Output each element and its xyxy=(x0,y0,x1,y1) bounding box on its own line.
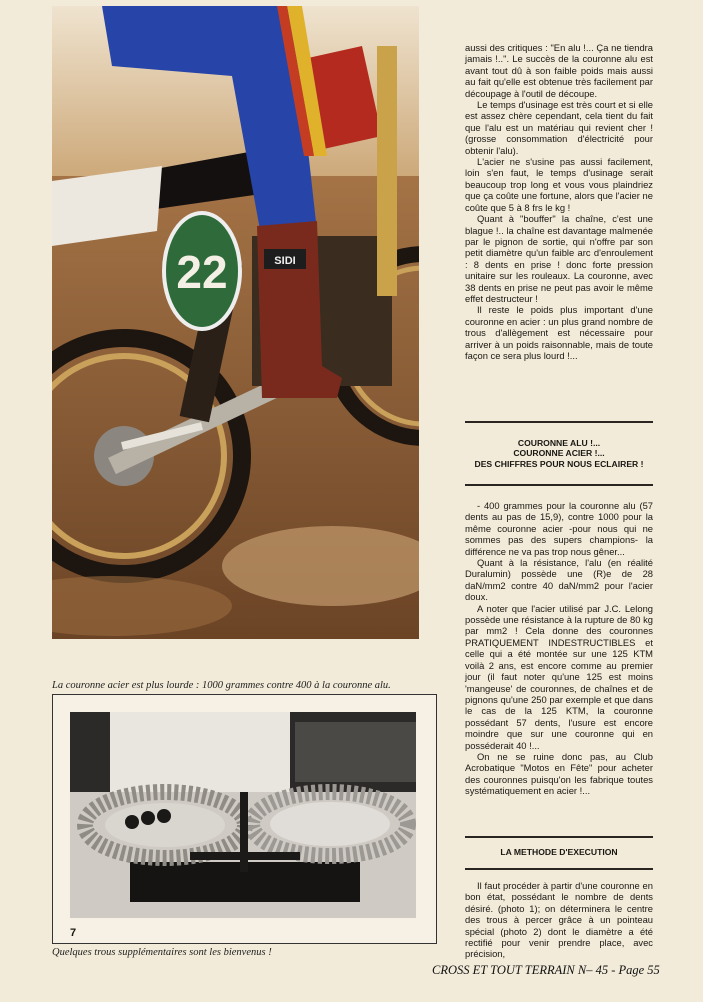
paragraph: Il reste le poids plus important d'une couronne en acier : un plus grand nombre de trous d'allègement est nécessaire pour arriver à un poids raisonnable, mais de toute façon ce sera plus lourd !... xyxy=(465,304,653,361)
paragraph: Quant à la résistance, l'alu (en réalité Duralumin) possède une (R)e de 28 daN/mm2 contre 40 daN/mm2 pour l'acier doux. xyxy=(465,557,653,603)
sprocket-scale-photo xyxy=(70,712,416,918)
rider-illustration xyxy=(52,6,419,639)
section-divider xyxy=(465,868,653,870)
box-heading-line: DES CHIFFRES POUR NOUS ECLAIRER ! xyxy=(474,458,644,469)
box-heading-line: COURONNE ACIER !... xyxy=(513,448,605,459)
rider-motorcycle-photo xyxy=(52,6,419,639)
box-heading-line: COURONNE ALU !... xyxy=(517,438,601,448)
caption-top: La couronne acier est plus lourde : 1000 grammes contre 400 à la couronne alu. xyxy=(52,680,391,691)
paragraph: On ne se ruine donc pas, au Club Acrobatique "Motos en Fête" pour acheter des couronnes puisqu'on les fabrique toutes systématiquement en acier !... xyxy=(465,750,653,797)
number-plate-text: 22 xyxy=(176,246,228,298)
paragraph: L'acier ne s'usine pas aussi facilement, loin s'en faut, le temps d'usinage serait beaucoup trop long et vous vous plaindriez que ça coûte une fortune, alors que l'acier ne coûte que 5 à 8 frs le kg ! xyxy=(465,156,653,213)
box-heading xyxy=(465,438,653,469)
article-column-figures xyxy=(465,500,653,797)
section-divider xyxy=(465,836,653,838)
paragraph: Le temps d'usinage est très court et si elle est assez chère cependant, cela tient du fait que l'alu est un matériau qui revient cher !(grosse consommation d'électricité pour obtenir l'alu). xyxy=(465,99,653,156)
page-footer: CROSS ET TOUT TERRAIN N– 45 - Page 55 xyxy=(432,963,660,977)
section-divider xyxy=(465,421,653,423)
boot-brand-text: SIDI xyxy=(274,255,296,267)
paragraph: Quant à "bouffer" la chaîne, c'est une blague !.. la chaîne est davantage malmenée par le pignon de sortie, qui n'offre par son petit diamètre qu'un faible arc d'enroulement : 8 dents en prise ! donc forte pression unitaire sur les rouleaux. La couronne, avec 38 dents en prise ne peut pas avoir le même effet destructeur ! xyxy=(465,213,653,304)
section-divider xyxy=(465,484,653,486)
method-heading: LA METHODE D'EXECUTION xyxy=(500,847,618,857)
caption-bottom: Quelques trous supplémentaires sont les bienvenus ! xyxy=(52,947,272,958)
scale-illustration xyxy=(70,712,416,918)
article-column-intro xyxy=(465,42,653,361)
figure-number: 7 xyxy=(70,927,77,939)
paragraph: Il faut procéder à partir d'une couronne en bon état, possédant le nombre de dents désiré. (photo 1); on déterminera le centre des trous à percer grâce à un pointeau spécial (photo 2) dont le diamètre a été rectifié pour venir prendre place, avec précision, xyxy=(465,880,653,960)
paragraph: aussi des critiques : "En alu !... Ça ne tiendra jamais !..". Le succès de la couronne alu est avant tout dû à son faible poids mais aussi au fait qu'elle est obtenue très facilement par découpage à l'outil de découpe. xyxy=(465,42,653,99)
article-column-method xyxy=(465,880,653,960)
sprocket-photo-frame xyxy=(52,694,437,944)
paragraph: A noter que l'acier utilisé par J.C. Lelong possède une résistance à la rupture de 80 kg par mm2 ! Cela donne des couronnes PRATIQUEMENT INDESTRUCTIBLES et celle qui a été montée sur une 125 KTM voilà 2 ans, est encore comme au premier jour (il faut noter qu'une 125 est moins 'mangeuse' de couronnes, de chaînes et de pignons qu'une 250 par exemple et que dans le cas de la 125 KTM, la couronne possédant 57 dents, l'usure est encore moindre que sur une couronne qui en posséderait 40 !... xyxy=(465,602,653,751)
paragraph: - 400 grammes pour la couronne alu (57 dents au pas de 15,9), contre 1000 pour la même couronne acier -pour nous qui ne sommes pas des supers champions- la différence ne va pas trop nous gêner... xyxy=(465,500,653,557)
